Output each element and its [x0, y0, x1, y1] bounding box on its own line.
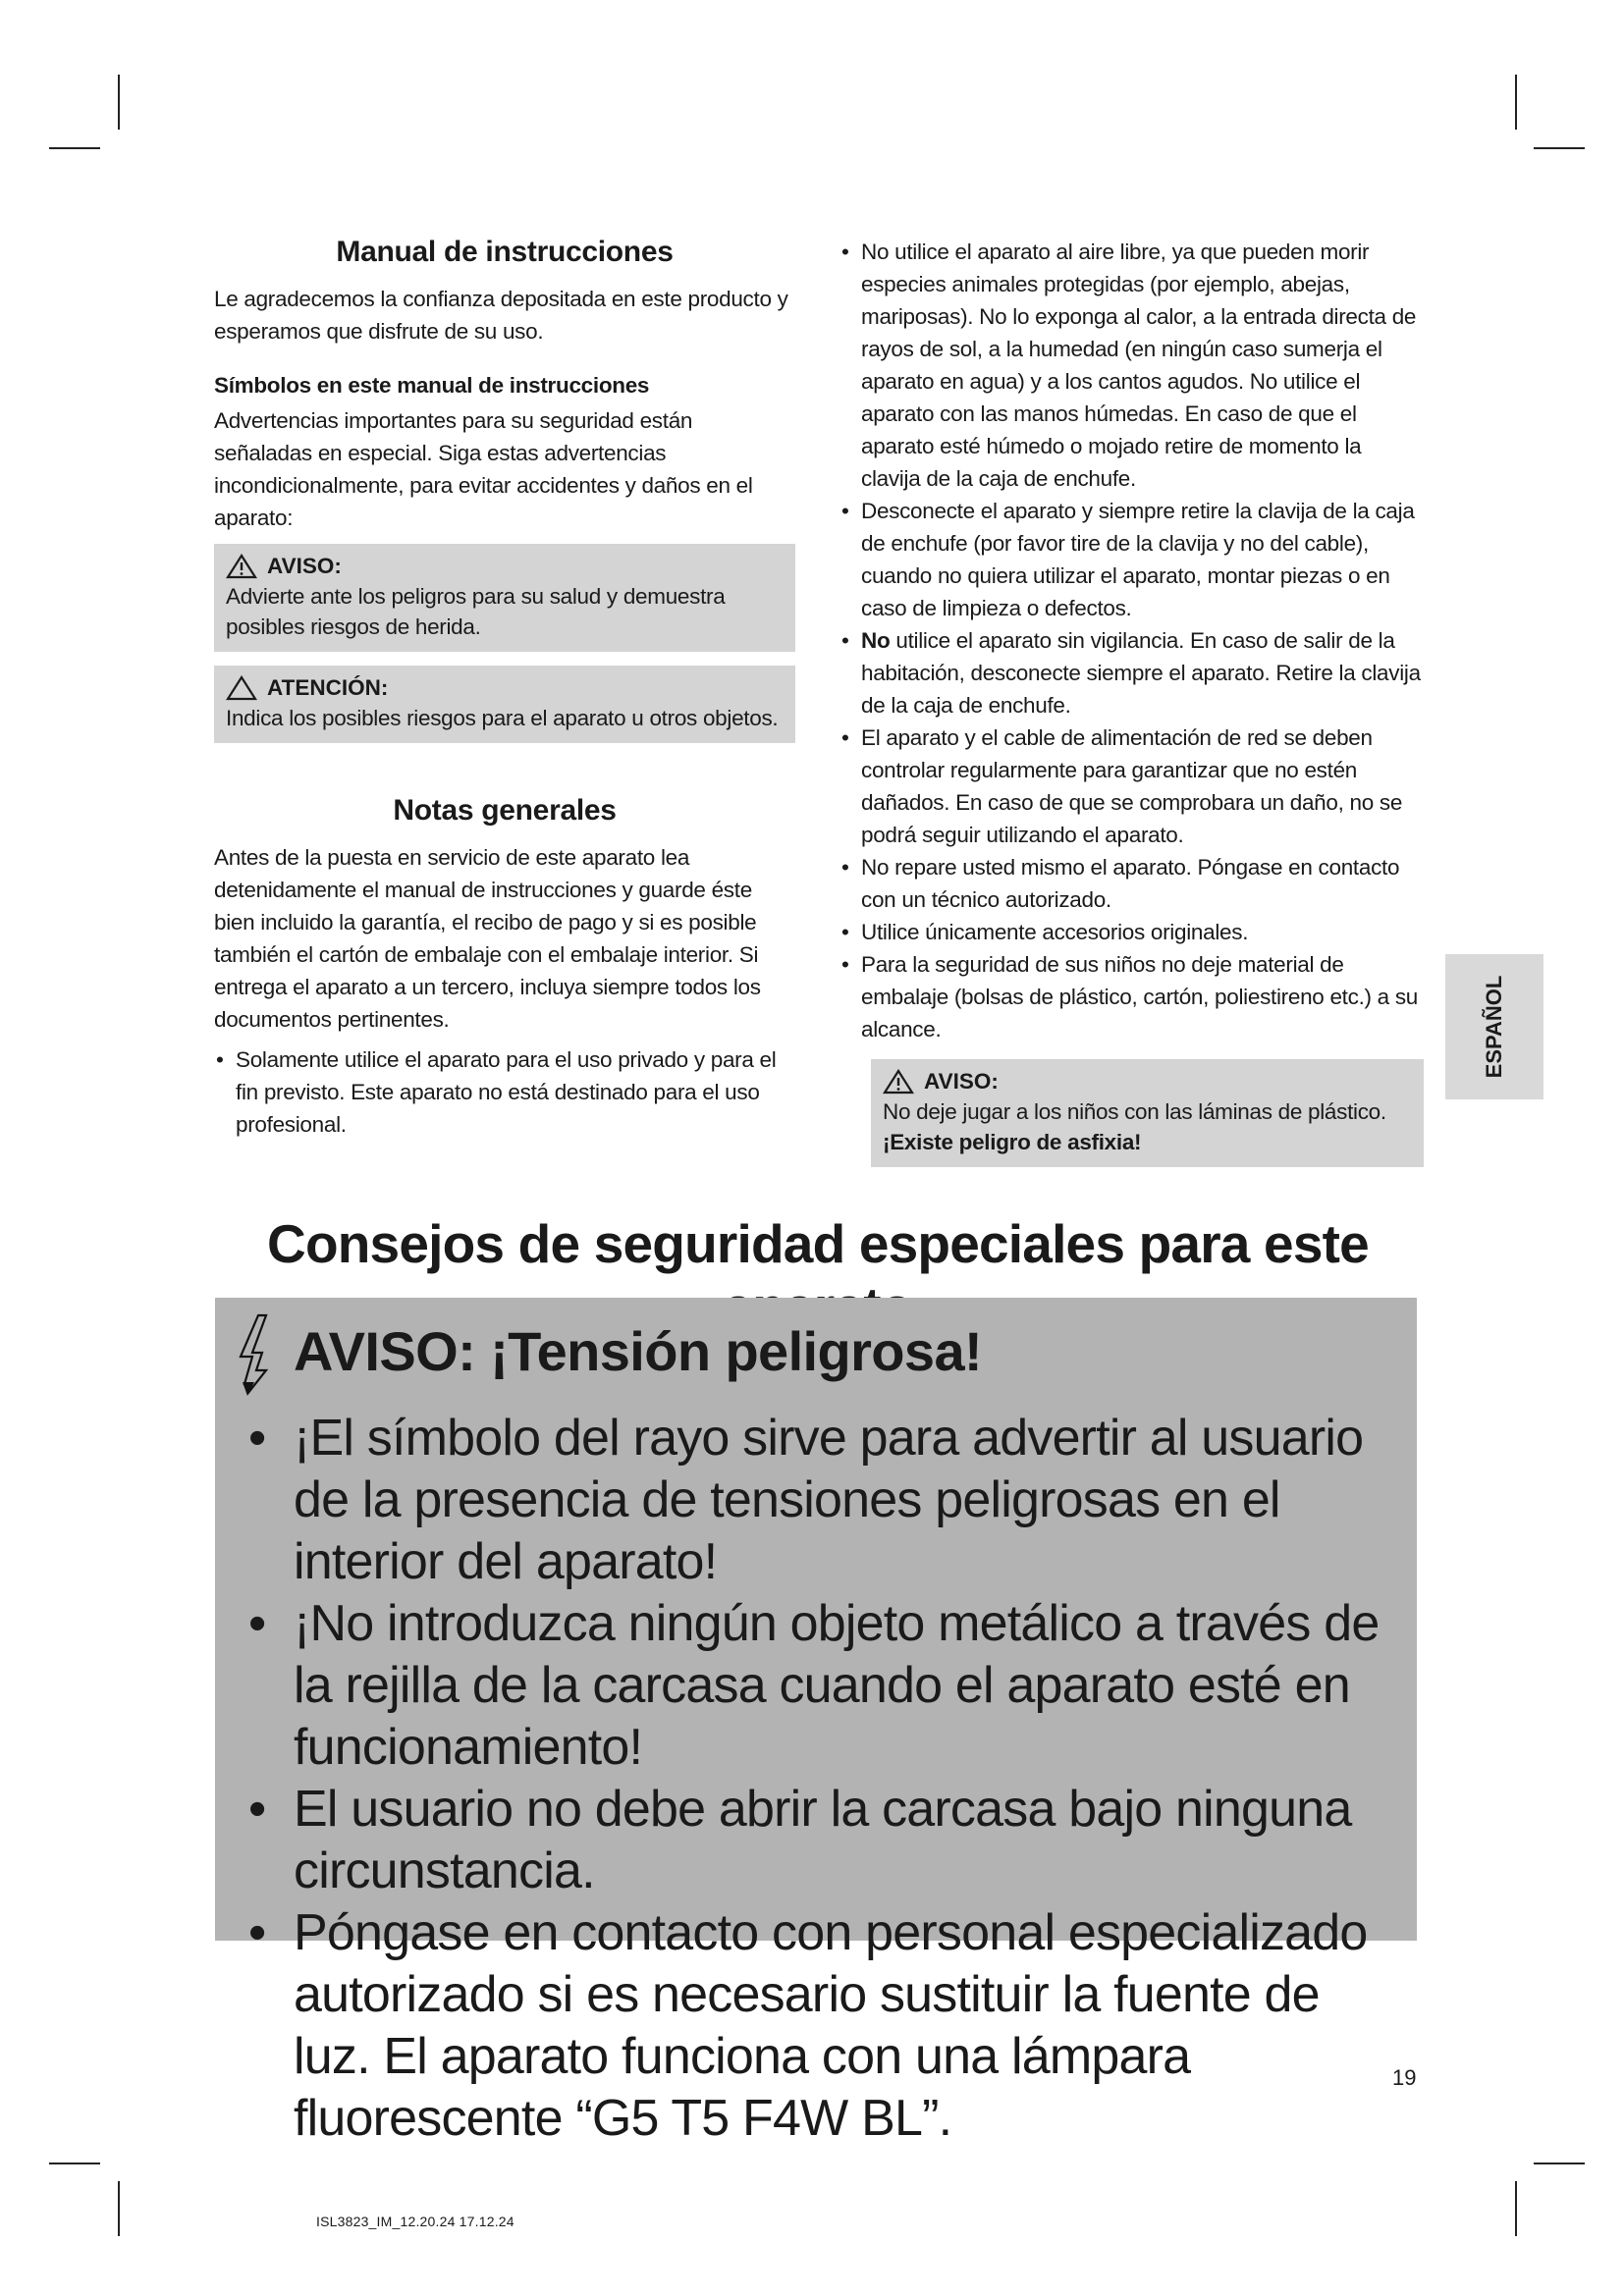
- left-column: [214, 236, 795, 1141]
- notas-list: [214, 1043, 795, 1141]
- crop-mark: [49, 2163, 100, 2164]
- manual-title: Manual de instrucciones: [336, 236, 674, 268]
- crop-mark: [1534, 2163, 1585, 2164]
- danger-title: AVISO: ¡Tensión peligrosa!: [294, 1320, 983, 1382]
- asphyxia-warning: ¡Existe peligro de asfixia!: [883, 1130, 1142, 1154]
- list-item: • Solamente utilice el aparato para el uso privado y para el fin previsto. Este aparato no está destinado para el uso profesional.: [214, 1043, 795, 1141]
- atencion-box: [214, 666, 795, 743]
- children-aviso-box: [871, 1059, 1424, 1167]
- list-item: • El usuario no debe abrir la carcasa bajo ninguna circunstancia.: [243, 1779, 1401, 1902]
- right-column: [839, 236, 1424, 1167]
- list-item: • No repare usted mismo el aparato. Póngase en contacto con un técnico autorizado.: [839, 851, 1424, 916]
- atencion-text: Indica los posibles riesgos para el aparato u otros objetos.: [226, 706, 779, 730]
- language-label: ESPAÑOL: [1482, 975, 1506, 1079]
- safety-heading: Consejos de seguridad especiales para este: [267, 1213, 1369, 1274]
- aviso-box: [214, 544, 795, 652]
- crop-mark: [118, 2181, 120, 2236]
- crop-mark: [1534, 147, 1585, 149]
- list-item: • El aparato y el cable de alimentación de red se deben controlar regularmente para garantizar que no estén dañados. En caso de que se comprobara un daño, no se podrá seguir utilizando el aparato.: [839, 721, 1424, 851]
- atencion-label: ATENCIÓN:: [267, 675, 389, 700]
- list-item-text: utilice el aparato sin vigilancia. En caso de salir de la habitación, desconecte siempre el aparato. Retire la clavija de la caja de enchufe.: [861, 628, 1421, 718]
- list-item: • Para la seguridad de sus niños no deje material de embalaje (bolsas de plástico, cartón, poliestireno etc.) a su alcance.: [839, 948, 1424, 1045]
- bold-no: No: [861, 628, 891, 653]
- atencion-head: [226, 673, 784, 703]
- symbols-heading: Símbolos en este manual de instrucciones: [214, 373, 650, 398]
- crop-mark: [118, 75, 120, 130]
- crop-mark: [1515, 2181, 1517, 2236]
- crop-mark: [1515, 75, 1517, 130]
- list-item: • No utilice el aparato al aire libre, ya que pueden morir especies animales protegidas (por ejemplo, abejas, mariposas). No lo exponga al calor, a la entrada directa de rayos de sol, a la humedad (en ningún caso sumerja el aparato en agua) y a los cantos agudos. No utilice el aparato con las manos húmedas. En caso de que el aparato esté húmedo o mojado retire de momento la clavija de la caja de enchufe.: [839, 236, 1424, 495]
- aviso-text: Advierte ante los peligros para su salud y demuestra posibles riesgos de herida.: [226, 584, 726, 639]
- crop-mark: [49, 147, 100, 149]
- list-item: • ¡No introduzca ningún objeto metálico a través de la rejilla de la carcasa cuando el aparato esté en funcionamiento!: [243, 1593, 1401, 1779]
- footer-code: ISL3823_IM_12.20.24 17.12.24: [316, 2214, 514, 2229]
- caution-triangle-icon: [226, 675, 257, 701]
- page-number: 19: [1392, 2065, 1417, 2090]
- aviso-head: [226, 552, 784, 581]
- danger-list: [243, 1408, 1401, 2150]
- children-aviso-text: No deje jugar a los niños con las láminas de plástico.: [883, 1099, 1386, 1124]
- warning-triangle-icon: [226, 554, 257, 579]
- lightning-bolt-icon: [233, 1313, 278, 1396]
- list-item: • Póngase en contacto con personal especializado autorizado si es necesario sustituir la fuente de luz. El aparato funciona con una lámpara fluorescente “G5 T5 F4W BL”.: [243, 1902, 1401, 2150]
- list-item: • Utilice únicamente accesorios originales.: [839, 916, 1424, 948]
- children-aviso-label: AVISO:: [924, 1069, 999, 1094]
- safety-notes-list: [839, 236, 1424, 1045]
- list-item: • Desconecte el aparato y siempre retire la clavija de la caja de enchufe (por favor tire de la clavija y no del cable), cuando no quiera utilizar el aparato, montar piezas o en caso de limpieza o defectos.: [839, 495, 1424, 624]
- aviso-label: AVISO:: [267, 554, 342, 578]
- manual-intro: Le agradecemos la confianza depositada en este producto y esperamos que disfrute de su uso.: [214, 287, 788, 344]
- warning-triangle-icon: [883, 1069, 914, 1095]
- language-side-tab: [1445, 954, 1543, 1099]
- symbols-text: Advertencias importantes para su seguridad están señaladas en especial. Siga estas advertencias incondicionalmente, para evitar accidentes y daños en el aparato:: [214, 408, 753, 530]
- list-item: • ¡El símbolo del rayo sirve para advertir al usuario de la presencia de tensiones peligrosas en el interior del aparato!: [243, 1408, 1401, 1593]
- notas-intro: Antes de la puesta en servicio de este aparato lea detenidamente el manual de instrucciones y guarde éste bien incluido la garantía, el recibo de pago y si es posible también el cartón de embalaje con el embalaje interior. Si entrega el aparato a un tercero, incluya siempre todos los documentos pertinentes.: [214, 845, 761, 1032]
- children-aviso-head: [883, 1067, 1412, 1096]
- list-item: [839, 624, 1424, 721]
- notas-title: Notas generales: [393, 794, 617, 827]
